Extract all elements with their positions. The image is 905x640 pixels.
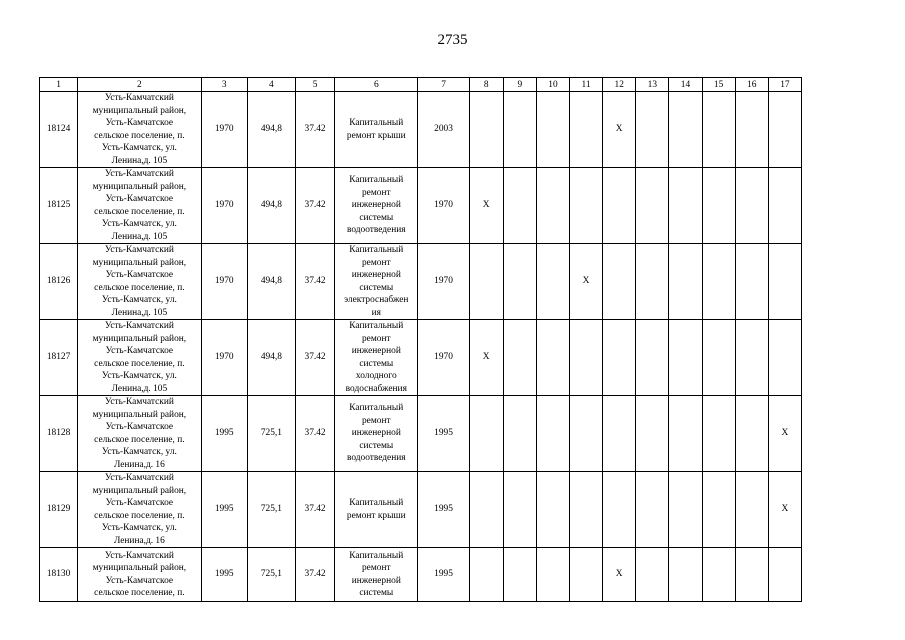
address-cell-line: Ленина,д. 105 — [111, 231, 168, 242]
work-type-cell — [335, 548, 418, 602]
year-cell: 2003 — [418, 92, 469, 168]
mark-cell — [536, 320, 569, 396]
mark-cell — [768, 92, 801, 168]
mark-cell — [570, 168, 603, 244]
address-cell-line: сельское поселение, п. — [94, 510, 185, 521]
work-type-cell-line: Капитальный — [349, 118, 404, 128]
mark-cell — [735, 548, 768, 602]
mark-cell — [768, 320, 801, 396]
year-cell: 1970 — [418, 320, 469, 396]
mark-cell — [669, 320, 702, 396]
mark-cell — [768, 244, 801, 320]
column-header: 3 — [201, 78, 247, 92]
work-type-cell-line: инженерной — [351, 575, 401, 586]
work-type-cell-line: Капитальный — [349, 245, 404, 255]
page-number: 2735 — [437, 32, 468, 48]
mark-cell — [735, 168, 768, 244]
address-cell-line: сельское поселение, п. — [94, 358, 185, 369]
work-type-cell-line: системы — [359, 588, 394, 598]
year-cell: 1995 — [418, 396, 469, 472]
address-cell-line: муниципальный район, — [92, 333, 187, 344]
mark-cell: X — [603, 92, 636, 168]
mark-cell — [735, 320, 768, 396]
address-cell-line: Усть-Камчатский — [104, 321, 174, 331]
address-cell-line: Ленина,д. 16 — [113, 535, 165, 546]
address-cell-line: Усть-Камчатский — [104, 550, 174, 561]
address-cell-line: сельское поселение, п. — [94, 282, 185, 293]
code-cell: 37.42 — [295, 472, 334, 548]
address-cell-line: сельское поселение, п. — [94, 588, 185, 598]
area-cell: 494,8 — [247, 244, 295, 320]
record-id-cell: 18124 — [40, 92, 78, 168]
mark-cell — [669, 92, 702, 168]
mark-cell — [536, 396, 569, 472]
mark-cell — [669, 548, 702, 602]
record-id-cell: 18125 — [40, 168, 78, 244]
work-type-cell-line: системы — [359, 212, 394, 223]
mark-cell — [702, 396, 735, 472]
work-type-cell-line: инженерной — [351, 200, 401, 211]
address-cell-line: Усть-Камчатск, ул. — [101, 447, 177, 457]
year-cell: 1970 — [418, 168, 469, 244]
work-type-cell-line: Капитальный — [349, 550, 404, 561]
mark-cell — [570, 396, 603, 472]
area-cell: 494,8 — [247, 168, 295, 244]
address-cell-line: муниципальный район, — [92, 105, 187, 116]
work-type-cell — [335, 320, 418, 396]
year-built-cell: 1970 — [201, 320, 247, 396]
mark-cell — [503, 396, 536, 472]
year-cell: 1995 — [418, 548, 469, 602]
address-cell — [78, 244, 201, 320]
work-type-cell-line: водоотведения — [346, 225, 406, 236]
address-cell — [78, 168, 201, 244]
code-cell: 37.42 — [295, 244, 334, 320]
mark-cell — [469, 472, 503, 548]
mark-cell — [469, 92, 503, 168]
mark-cell: X — [603, 548, 636, 602]
work-type-cell-line: ремонт крыши — [346, 130, 406, 141]
mark-cell — [469, 396, 503, 472]
work-type-cell-line: системы — [359, 358, 394, 369]
column-header: 13 — [636, 78, 669, 92]
column-header: 2 — [78, 78, 201, 92]
work-type-cell-line: водоснабжения — [345, 383, 407, 394]
work-type-cell — [335, 472, 418, 548]
area-cell: 494,8 — [247, 92, 295, 168]
column-number-row — [40, 78, 802, 92]
address-cell — [78, 472, 201, 548]
mark-cell — [735, 244, 768, 320]
work-type-cell-line: ия — [371, 307, 381, 318]
mark-cell — [570, 92, 603, 168]
mark-cell — [636, 320, 669, 396]
address-cell-line: Усть-Камчатское — [105, 118, 174, 128]
year-cell: 1995 — [418, 472, 469, 548]
address-cell-line: Усть-Камчатский — [104, 473, 174, 483]
mark-cell — [570, 472, 603, 548]
year-built-cell: 1970 — [201, 92, 247, 168]
mark-cell — [702, 548, 735, 602]
address-cell-line: муниципальный район, — [92, 409, 187, 420]
address-cell-line: сельское поселение, п. — [94, 206, 185, 217]
table-row — [40, 396, 802, 472]
address-cell-line: Усть-Камчатский — [104, 397, 174, 407]
address-cell-line: муниципальный район, — [92, 563, 187, 573]
area-cell: 494,8 — [247, 320, 295, 396]
mark-cell — [570, 548, 603, 602]
year-built-cell: 1995 — [201, 396, 247, 472]
address-cell-line: Усть-Камчатское — [105, 422, 174, 432]
year-built-cell: 1995 — [201, 472, 247, 548]
mark-cell — [702, 168, 735, 244]
work-type-cell-line: ремонт — [361, 257, 391, 268]
address-cell-line: сельское поселение, п. — [94, 130, 185, 141]
table-row — [40, 320, 802, 396]
mark-cell — [603, 244, 636, 320]
mark-cell — [669, 168, 702, 244]
table-row — [40, 548, 802, 602]
column-header: 1 — [40, 78, 78, 92]
work-type-cell-line: ремонт крыши — [346, 510, 406, 521]
work-type-cell-line: Капитальный — [349, 321, 404, 331]
column-header: 12 — [603, 78, 636, 92]
table-row — [40, 92, 802, 168]
table-row — [40, 244, 802, 320]
address-cell-line: Усть-Камчатское — [105, 575, 174, 586]
address-cell-line: сельское поселение, п. — [94, 434, 185, 445]
mark-cell — [503, 472, 536, 548]
mark-cell — [669, 472, 702, 548]
work-type-cell-line: электроснабжен — [344, 295, 409, 305]
address-cell-line: Усть-Камчатское — [105, 346, 174, 356]
mark-cell — [536, 168, 569, 244]
address-cell-line: муниципальный район, — [92, 485, 187, 496]
work-type-cell-line: системы — [359, 440, 394, 451]
table-body — [40, 92, 802, 602]
column-header: 8 — [469, 78, 503, 92]
work-type-cell-line: инженерной — [351, 428, 401, 439]
address-cell — [78, 320, 201, 396]
code-cell: 37.42 — [295, 92, 334, 168]
mark-cell — [702, 472, 735, 548]
address-cell — [78, 396, 201, 472]
mark-cell — [570, 320, 603, 396]
mark-cell — [636, 168, 669, 244]
work-type-cell-line: системы — [359, 282, 394, 293]
code-cell: 37.42 — [295, 548, 334, 602]
address-cell-line: Усть-Камчатское — [105, 270, 174, 280]
mark-cell — [469, 548, 503, 602]
mark-cell — [636, 396, 669, 472]
record-id-cell: 18126 — [40, 244, 78, 320]
column-header: 6 — [335, 78, 418, 92]
record-id-cell: 18128 — [40, 396, 78, 472]
address-cell-line: Усть-Камчатск, ул. — [101, 143, 177, 153]
address-cell-line: Ленина,д. 105 — [111, 307, 168, 318]
column-header: 10 — [536, 78, 569, 92]
mark-cell — [636, 244, 669, 320]
mark-cell — [636, 472, 669, 548]
mark-cell — [735, 472, 768, 548]
mark-cell: X — [469, 168, 503, 244]
code-cell: 37.42 — [295, 396, 334, 472]
repair-program-table — [39, 77, 802, 602]
mark-cell — [702, 92, 735, 168]
column-header: 4 — [247, 78, 295, 92]
address-cell-line: Усть-Камчатск, ул. — [101, 523, 177, 533]
year-built-cell: 1995 — [201, 548, 247, 602]
mark-cell — [702, 244, 735, 320]
year-built-cell: 1970 — [201, 244, 247, 320]
code-cell: 37.42 — [295, 320, 334, 396]
work-type-cell — [335, 244, 418, 320]
mark-cell — [636, 92, 669, 168]
mark-cell — [503, 168, 536, 244]
code-cell: 37.42 — [295, 168, 334, 244]
work-type-cell-line: ремонт — [361, 563, 391, 573]
work-type-cell-line: ремонт — [361, 187, 391, 198]
column-header: 17 — [768, 78, 801, 92]
work-type-cell-line: инженерной — [351, 270, 401, 280]
address-cell — [78, 92, 201, 168]
mark-cell — [735, 92, 768, 168]
mark-cell — [536, 244, 569, 320]
column-header: 5 — [295, 78, 334, 92]
mark-cell — [768, 548, 801, 602]
address-cell-line: Усть-Камчатский — [104, 93, 174, 103]
table-row — [40, 168, 802, 244]
mark-cell — [469, 244, 503, 320]
mark-cell — [636, 548, 669, 602]
mark-cell — [669, 244, 702, 320]
mark-cell — [603, 396, 636, 472]
column-header: 9 — [503, 78, 536, 92]
work-type-cell-line: ремонт — [361, 415, 391, 426]
mark-cell — [503, 92, 536, 168]
mark-cell — [768, 168, 801, 244]
area-cell: 725,1 — [247, 472, 295, 548]
work-type-cell — [335, 396, 418, 472]
mark-cell: X — [570, 244, 603, 320]
work-type-cell — [335, 92, 418, 168]
mark-cell — [603, 472, 636, 548]
mark-cell — [536, 92, 569, 168]
column-header: 11 — [570, 78, 603, 92]
address-cell-line: Усть-Камчатск, ул. — [101, 219, 177, 229]
column-header: 16 — [735, 78, 768, 92]
mark-cell — [503, 244, 536, 320]
work-type-cell-line: Капитальный — [349, 498, 404, 508]
mark-cell — [702, 320, 735, 396]
work-type-cell-line: Капитальный — [349, 175, 404, 186]
address-cell-line: Ленина,д. 105 — [111, 155, 168, 166]
work-type-cell-line: водоотведения — [346, 453, 406, 464]
work-type-cell — [335, 168, 418, 244]
record-id-cell: 18129 — [40, 472, 78, 548]
record-id-cell: 18127 — [40, 320, 78, 396]
mark-cell — [603, 168, 636, 244]
area-cell: 725,1 — [247, 396, 295, 472]
mark-cell — [603, 320, 636, 396]
address-cell-line: Усть-Камчатское — [105, 194, 174, 204]
address-cell-line: Усть-Камчатское — [105, 498, 174, 508]
area-cell: 725,1 — [247, 548, 295, 602]
address-cell-line: Усть-Камчатск, ул. — [101, 371, 177, 381]
work-type-cell-line: Капитальный — [349, 403, 404, 414]
address-cell-line: муниципальный район, — [92, 257, 187, 268]
work-type-cell-line: инженерной — [351, 346, 401, 356]
address-cell-line: Ленина,д. 16 — [113, 459, 165, 470]
address-cell-line: муниципальный район, — [92, 181, 187, 192]
table-row — [40, 472, 802, 548]
column-header: 7 — [418, 78, 469, 92]
work-type-cell-line: ремонт — [361, 333, 391, 344]
mark-cell: X — [768, 472, 801, 548]
mark-cell — [503, 320, 536, 396]
address-cell-line: Усть-Камчатский — [104, 245, 174, 255]
mark-cell — [536, 472, 569, 548]
work-type-cell-line: холодного — [355, 371, 397, 381]
mark-cell: X — [768, 396, 801, 472]
mark-cell — [503, 548, 536, 602]
address-cell-line: Усть-Камчатск, ул. — [101, 295, 177, 305]
year-cell: 1970 — [418, 244, 469, 320]
record-id-cell: 18130 — [40, 548, 78, 602]
column-header: 14 — [669, 78, 702, 92]
mark-cell — [735, 396, 768, 472]
address-cell — [78, 548, 201, 602]
year-built-cell: 1970 — [201, 168, 247, 244]
address-cell-line: Ленина,д. 105 — [111, 383, 168, 394]
address-cell-line: Усть-Камчатский — [104, 169, 174, 179]
mark-cell: X — [469, 320, 503, 396]
mark-cell — [669, 396, 702, 472]
column-header: 15 — [702, 78, 735, 92]
mark-cell — [536, 548, 569, 602]
